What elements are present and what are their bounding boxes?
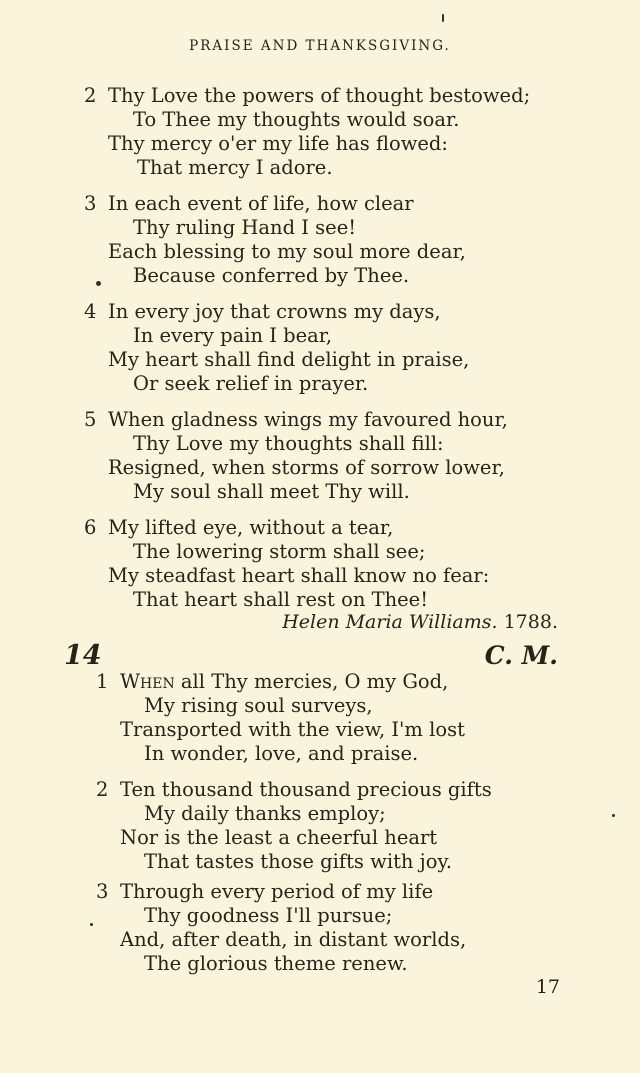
running-head: PRAISE AND THANKSGIVING. xyxy=(189,38,451,54)
verse-line: Nor is the least a cheerful heart xyxy=(120,826,438,849)
verse-line-first xyxy=(120,670,448,694)
verse-line: My heart shall find delight in praise, xyxy=(108,348,470,371)
verse-line: In each event of life, how clear xyxy=(108,192,414,215)
ink-speck xyxy=(96,281,101,286)
ink-speck xyxy=(90,923,93,926)
verse-line: That heart shall rest on Thee! xyxy=(133,588,429,611)
verse-line: Thy ruling Hand I see! xyxy=(133,216,357,239)
verse-line: In wonder, love, and praise. xyxy=(144,742,419,765)
verse-line: Resigned, when storms of sorrow lower, xyxy=(108,456,505,479)
verse-line: My soul shall meet Thy will. xyxy=(133,480,410,503)
verse-line: Or seek relief in prayer. xyxy=(133,372,369,395)
verse-line: My steadfast heart shall know no fear: xyxy=(108,564,490,587)
verse-line: In every joy that crowns my days, xyxy=(108,300,441,323)
verse-line: Through every period of my life xyxy=(120,880,434,903)
first-line-rest: all Thy mercies, O my God, xyxy=(174,670,449,693)
hymn-meter: C. M. xyxy=(484,641,558,670)
verse-line: Each blessing to my soul more dear, xyxy=(108,240,466,263)
verse-line: That mercy I adore. xyxy=(137,156,333,179)
hymn-number: 14 xyxy=(64,640,102,671)
verse-line: The lowering storm shall see; xyxy=(133,540,426,563)
verse-line: My rising soul surveys, xyxy=(144,694,373,717)
verse-line: Thy goodness I'll pursue; xyxy=(144,904,393,927)
verse-line: Thy mercy o'er my life has flowed: xyxy=(108,132,448,155)
verse-line: In every pain I bear, xyxy=(133,324,333,347)
verse-line: That tastes those gifts with joy. xyxy=(144,850,453,873)
hymn-attribution xyxy=(282,610,558,634)
verse-line: Ten thousand thousand precious gifts xyxy=(120,778,492,801)
verse-line: Because conferred by Thee. xyxy=(133,264,410,287)
stanza-number: 2 xyxy=(84,84,97,107)
stanza-number: 3 xyxy=(84,192,97,215)
verse-line: To Thee my thoughts would soar. xyxy=(133,108,460,131)
author-year: 1788. xyxy=(503,611,558,633)
verse-line: The glorious theme renew. xyxy=(144,952,408,975)
stanza-number: 3 xyxy=(96,880,109,903)
verse-line: Transported with the view, I'm lost xyxy=(120,718,465,741)
stanza-number: 6 xyxy=(84,516,97,539)
verse-line: When gladness wings my favoured hour, xyxy=(108,408,508,431)
verse-line: My daily thanks employ; xyxy=(144,802,386,825)
ink-speck xyxy=(612,814,615,817)
stanza-number: 1 xyxy=(96,670,109,693)
stanza-number: 4 xyxy=(84,300,97,323)
stanza-number: 2 xyxy=(96,778,109,801)
ink-speck xyxy=(442,14,444,22)
verse-line: And, after death, in distant worlds, xyxy=(120,928,467,951)
verse-line: My lifted eye, without a tear, xyxy=(108,516,394,539)
verse-line: Thy Love my thoughts shall fill: xyxy=(133,432,444,455)
stanza-number: 5 xyxy=(84,408,97,431)
page-number: 17 xyxy=(535,976,560,998)
author-name: Helen Maria Williams. xyxy=(282,611,498,633)
verse-line: Thy Love the powers of thought bestowed; xyxy=(108,84,531,107)
first-word: When xyxy=(120,670,175,693)
